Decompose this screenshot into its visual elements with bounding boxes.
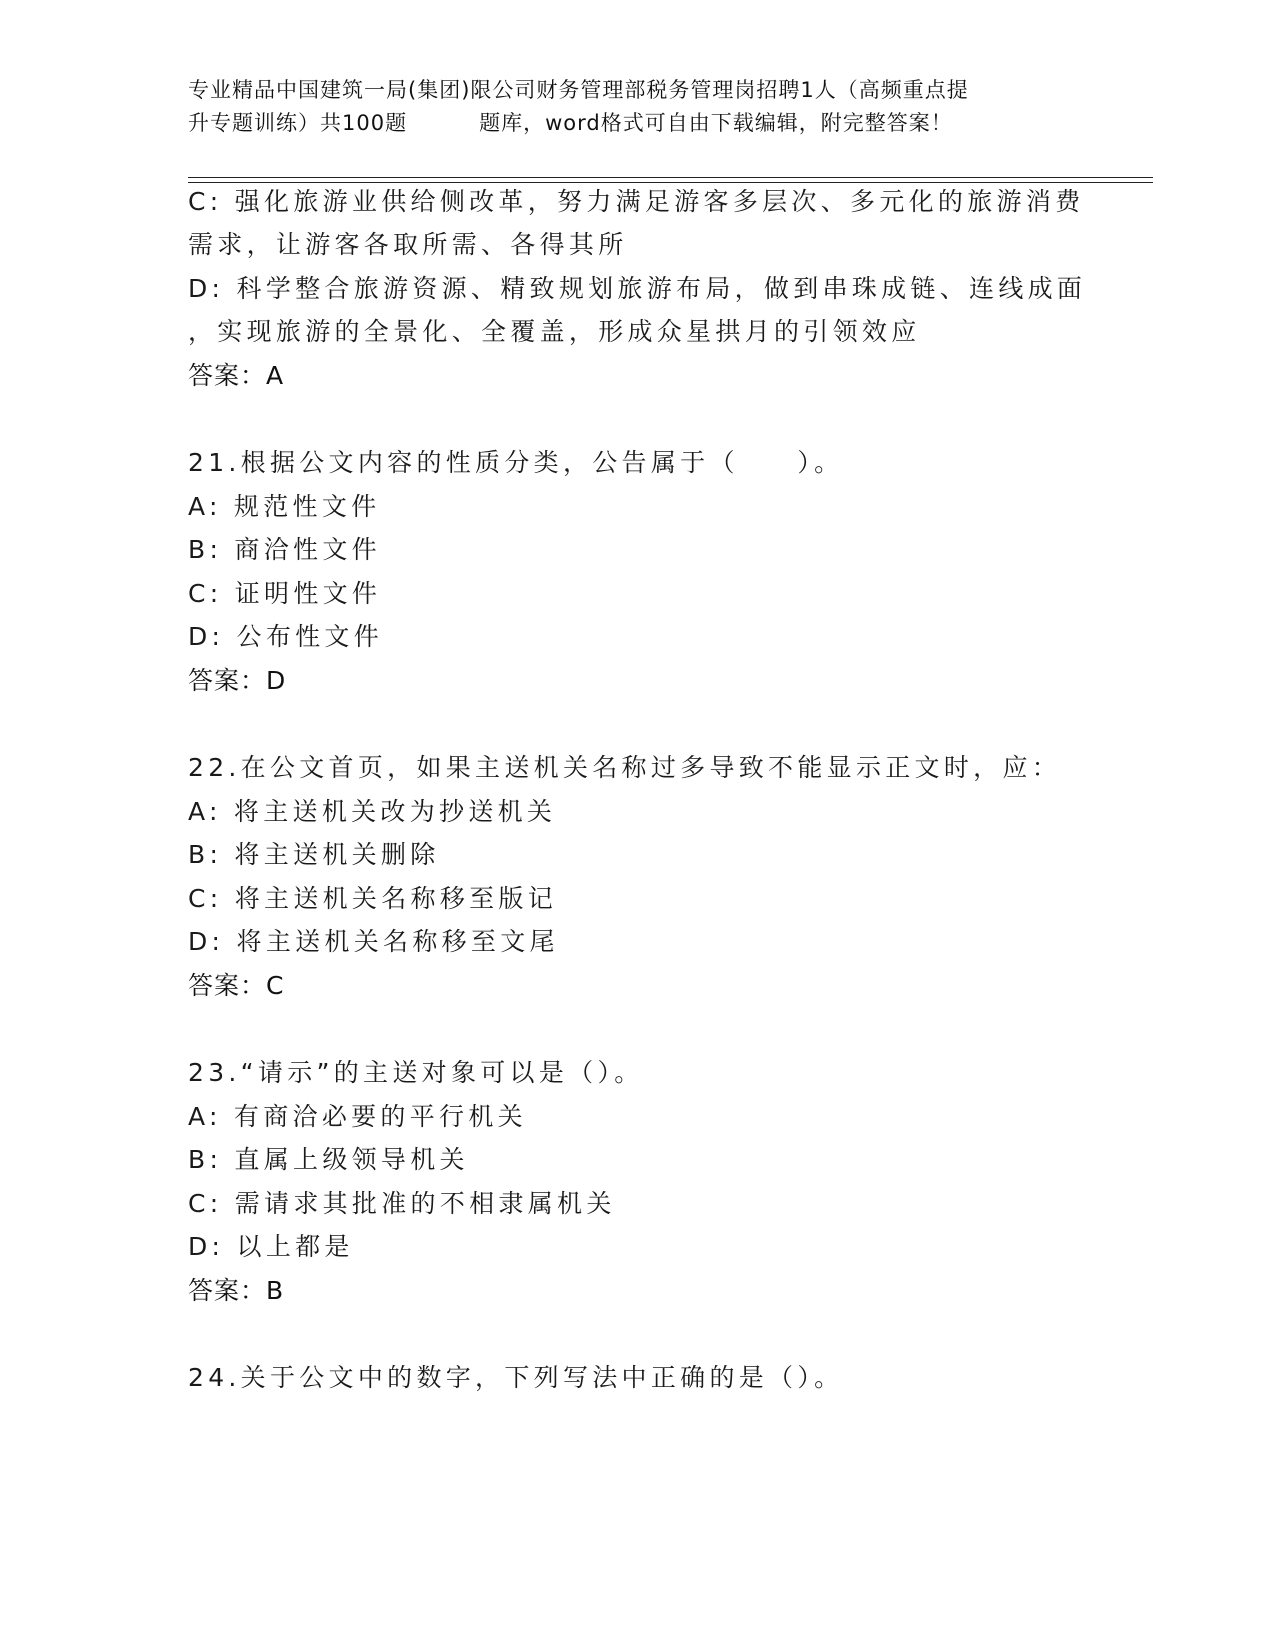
q21-option-a: A: 规范性文件 [188, 492, 381, 521]
header-line-2 [188, 107, 1088, 140]
q24-question: 24.关于公文中的数字，下列写法中正确的是（）。 [188, 1363, 844, 1392]
q23-option-a: A: 有商洽必要的平行机关 [188, 1102, 527, 1131]
prev-option-d-line-2: ，实现旅游的全景化、全覆盖，形成众星拱月的引领效应 [188, 317, 921, 346]
header-divider-bottom [188, 182, 1153, 183]
q21-answer: 答案：D [188, 666, 287, 695]
header-line-2-part-b: 题库，word格式可自由下载编辑，附完整答案！ [479, 111, 953, 135]
q22-option-d: D: 将主送机关名称移至文尾 [188, 927, 559, 956]
q21-option-b: B: 商洽性文件 [188, 535, 381, 564]
header-divider-top [188, 177, 1153, 178]
header-line-1: 专业精品中国建筑一局(集团)限公司财务管理部税务管理岗招聘1人（高频重点提 [188, 78, 969, 102]
q23-option-d: D: 以上都是 [188, 1232, 354, 1261]
q21-option-c: C: 证明性文件 [188, 579, 382, 608]
prev-option-c-line-1: C: 强化旅游业供给侧改革，努力满足游客多层次、多元化的旅游消费 [188, 187, 1085, 216]
q21-option-d: D: 公布性文件 [188, 622, 384, 651]
prev-answer: 答案：A [188, 361, 285, 390]
q23-question: 23.“请示”的主送对象可以是（）。 [188, 1058, 644, 1087]
prev-option-c-line-2: 需求，让游客各取所需、各得其所 [188, 230, 628, 259]
document-header [188, 74, 1088, 140]
q23-answer: 答案：B [188, 1276, 285, 1305]
q22-option-a: A: 将主送机关改为抄送机关 [188, 797, 557, 826]
header-line-2-part-a: 升专题训练）共100题 [188, 111, 408, 135]
q22-option-c: C: 将主送机关名称移至版记 [188, 884, 558, 913]
q23-option-b: B: 直属上级领导机关 [188, 1145, 469, 1174]
q22-option-b: B: 将主送机关删除 [188, 840, 440, 869]
q23-option-c: C: 需请求其批准的不相隶属机关 [188, 1189, 616, 1218]
q21-question: 21.根据公文内容的性质分类，公告属于（ ）。 [188, 448, 844, 477]
q22-question: 22.在公文首页，如果主送机关名称过多导致不能显示正文时，应： [188, 753, 1062, 782]
q22-answer: 答案：C [188, 971, 285, 1000]
prev-option-d-line-1: D: 科学整合旅游资源、精致规划旅游布局，做到串珠成链、连线成面 [188, 274, 1087, 303]
